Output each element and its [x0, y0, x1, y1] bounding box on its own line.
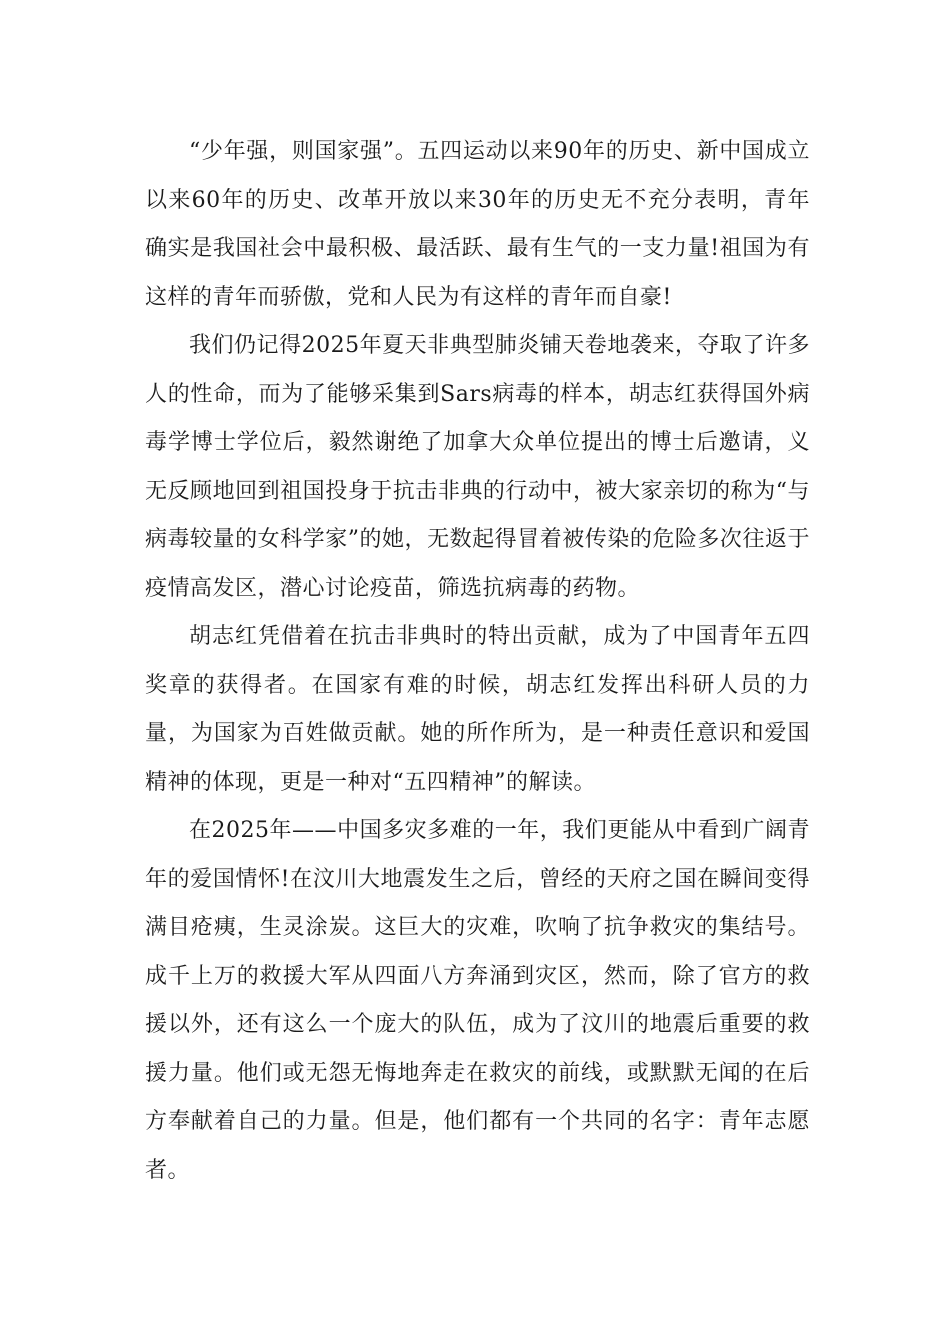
- paragraph-2: 我们仍记得2025年夏天非典型肺炎铺天卷地袭来，夺取了许多人的性命，而为了能够采集到Sars病毒的样本，胡志红获得国外病毒学博士学位后，毅然谢绝了加拿大众单位提出的博士后邀请，义无反顾地回到祖国投身于抗击非典的行动中，被大家亲切的称为“与病毒较量的女科学家”的她，无数起得冒着被传染的危险多次往返于疫情高发区，潜心讨论疫苗，筛选抗病毒的药物。: [145, 333, 810, 601]
- paragraph-3: 胡志红凭借着在抗击非典时的特出贡献，成为了中国青年五四奖章的获得者。在国家有难的时候，胡志红发挥出科研人员的力量，为国家为百姓做贡献。她的所作所为，是一种责任意识和爱国精神的体现，更是一种对“五四精神”的解读。: [145, 624, 810, 795]
- paragraph-1: “少年强，则国家强”。五四运动以来90年的历史、新中国成立以来60年的历史、改革开放以来30年的历史无不充分表明，青年确实是我国社会中最积极、最活跃、最有生气的一支力量!祖国为有这样的青年而骄傲，党和人民为有这样的青年而自豪!: [145, 139, 810, 310]
- document-body: [145, 128, 810, 1195]
- paragraph-4: 在2025年——中国多灾多难的一年，我们更能从中看到广阔青年的爱国情怀!在汶川大地震发生之后，曾经的天府之国在瞬间变得满目疮痍，生灵涂炭。这巨大的灾难，吹响了抗争救灾的集结号。成千上万的救援大军从四面八方奔涌到灾区，然而，除了官方的救援以外，还有这么一个庞大的队伍，成为了汶川的地震后重要的救援力量。他们或无怨无悔地奔走在救灾的前线，或默默无闻的在后方奉献着自己的力量。但是，他们都有一个共同的名字：青年志愿者。: [145, 818, 810, 1183]
